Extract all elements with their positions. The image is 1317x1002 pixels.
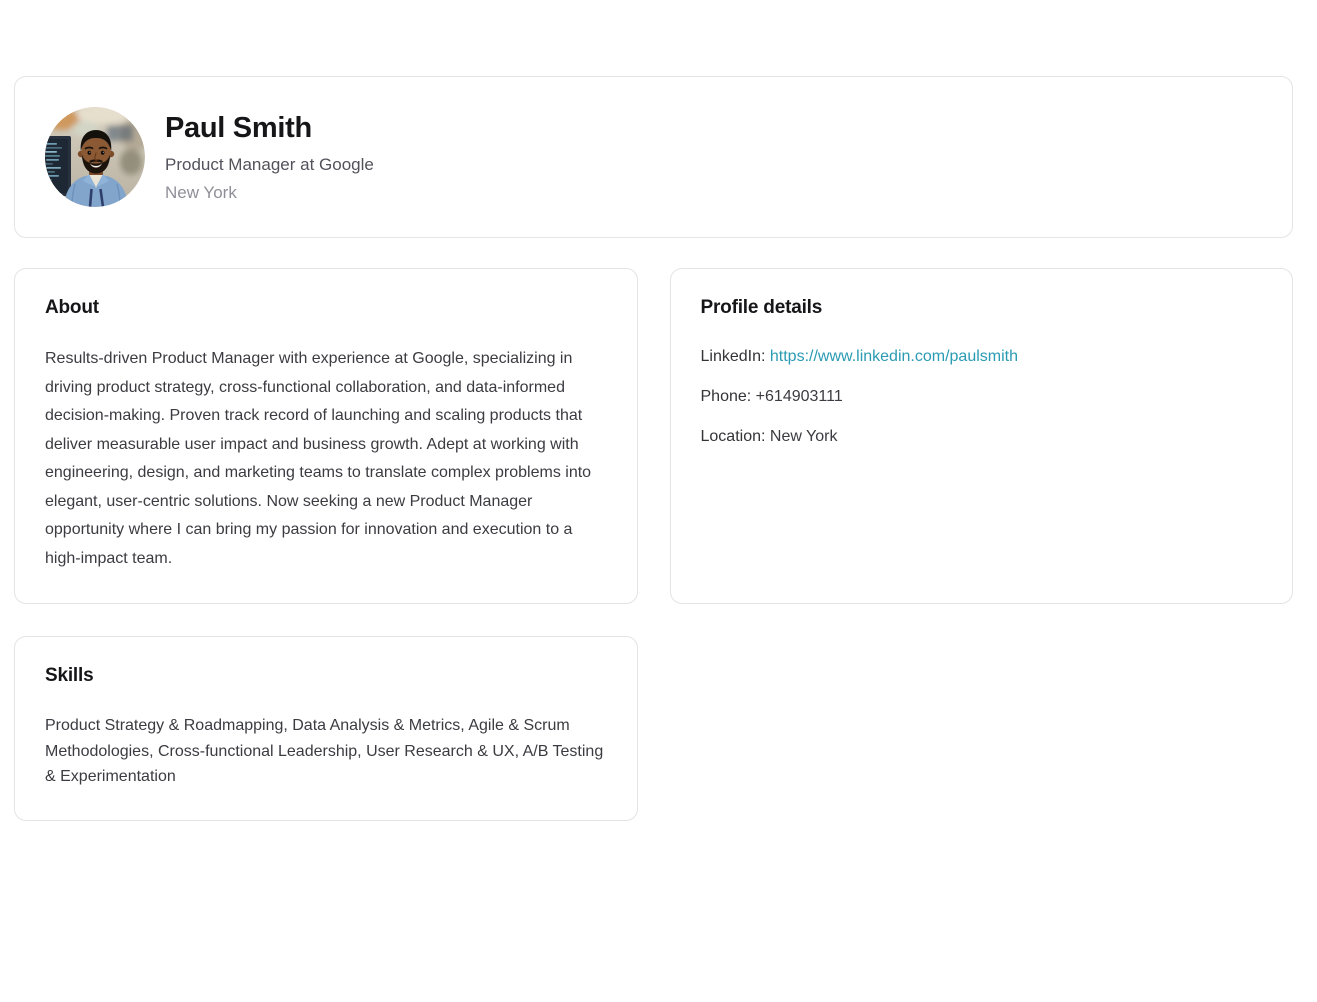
profile-location: New York xyxy=(165,182,237,202)
linkedin-label: LinkedIn: xyxy=(700,348,766,365)
profile-details-card xyxy=(670,268,1294,604)
profile-header-card xyxy=(14,76,1293,238)
phone-row xyxy=(701,385,1263,409)
about-text: Results-driven Product Manager with experience at Google, specializing in driving product strategy, cross-functional collaboration, and data-informed decision-making. Proven track record of launching and scaling products that deliver measurable user impact and business growth. Adept at working with engineering, design, and marketing teams to translate complex problems into elegant, user-centric solutions. Now seeking a new Product Manager opportunity where I can bring my passion for innovation and execution to a high-impact team. xyxy=(45,350,592,567)
profile-page xyxy=(14,76,1293,821)
avatar xyxy=(45,107,145,207)
profile-header-text xyxy=(165,111,374,203)
phone-label: Phone: xyxy=(700,388,752,405)
phone-value: +614903111 xyxy=(755,388,843,405)
linkedin-row xyxy=(701,345,1263,369)
profile-name: Paul Smith xyxy=(165,112,312,145)
linkedin-link[interactable]: https://www.linkedin.com/paulsmith xyxy=(769,348,1018,365)
location-label: Location: xyxy=(700,428,766,445)
skills-text: Product Strategy & Roadmapping, Data Analysis & Metrics, Agile & Scrum Methodologies, Cross-functional Leadership, User Research & UX, A/B Testing & Experimentation xyxy=(45,717,604,785)
profile-photo-illustration xyxy=(45,107,145,207)
profile-title: Product Manager at Google xyxy=(165,154,374,174)
location-row xyxy=(701,425,1263,449)
about-heading: About xyxy=(45,297,99,318)
profile-details-heading: Profile details xyxy=(700,297,823,318)
skills-heading: Skills xyxy=(45,665,94,686)
about-card xyxy=(14,268,638,604)
content-grid xyxy=(14,268,1293,821)
skills-card xyxy=(14,636,638,821)
location-value: New York xyxy=(769,428,838,445)
